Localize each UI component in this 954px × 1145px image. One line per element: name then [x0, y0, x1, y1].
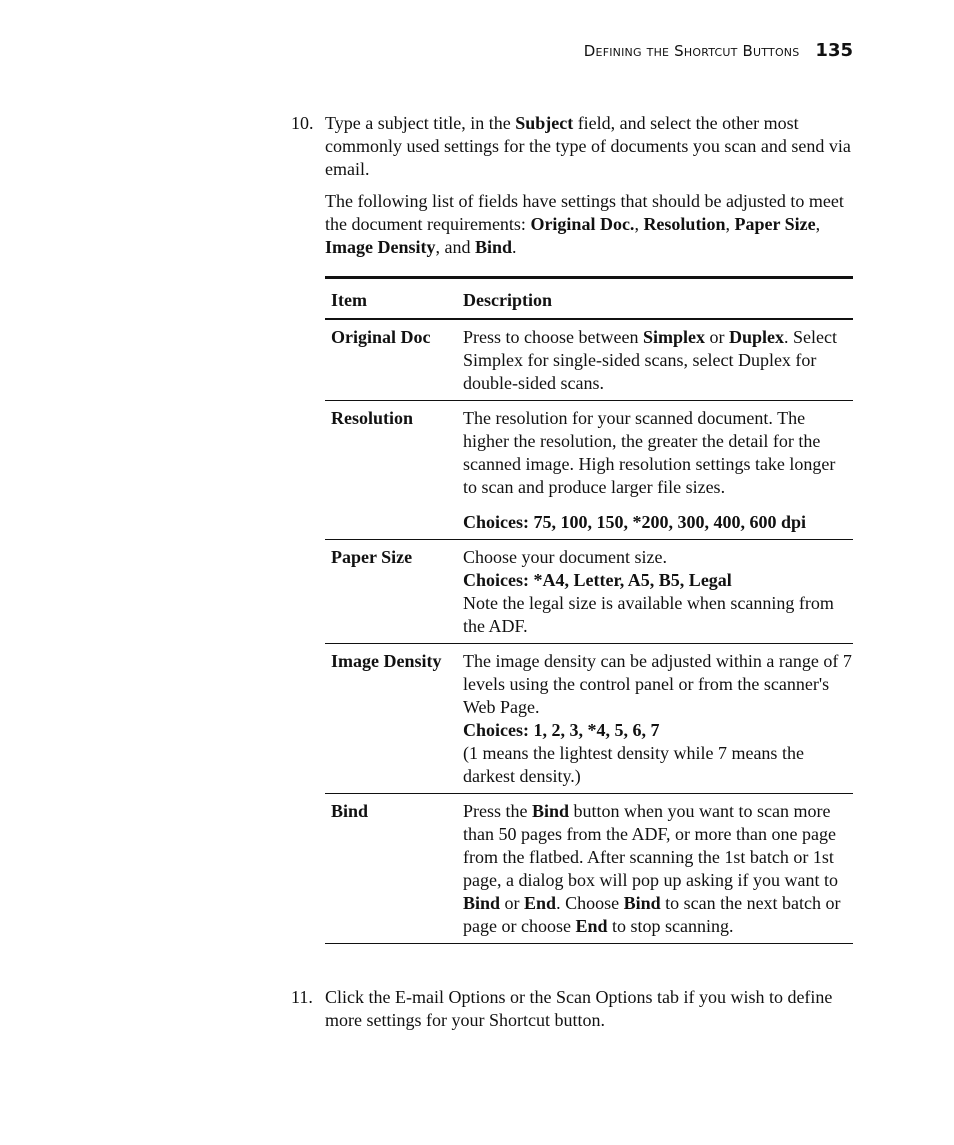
choices-text: Choices: *A4, Letter, A5, B5, Legal: [463, 570, 732, 590]
table-row: [325, 401, 853, 540]
row-item: Resolution: [331, 408, 414, 428]
step-instruction: [325, 112, 853, 181]
field-name: Image Density: [325, 237, 436, 257]
text-run: , and: [435, 237, 475, 257]
field-name: Resolution: [643, 214, 726, 234]
text-run: button when you want to scan more than 50 pages from the ADF, or more than one page from the flatbed. After scanning the 1st batch or 1st page, a dialog box will pop up asking if you want to: [463, 801, 838, 890]
text-run: The following list of fields have settings that should be adjusted to meet the document requirements:: [325, 191, 844, 234]
text-run: field, and select the other most commonly used settings for the type of documents you scan and send via email.: [325, 113, 851, 179]
row-item: Image Density: [331, 651, 442, 671]
step-instruction: Click the E-mail Options or the Scan Options tab if you wish to define more settings for your Shortcut button.: [325, 987, 833, 1030]
description-text: The resolution for your scanned document. The higher the resolution, the greater the detail for the scanned image. High resolution settings take longer to scan and produce larger file sizes.: [463, 408, 836, 497]
note-text: (1 means the lightest density while 7 means the darkest density.): [463, 743, 804, 786]
row-item: Bind: [331, 801, 369, 821]
text-run: to scan the next batch or page or choose: [463, 893, 841, 936]
step-number: 11.: [291, 987, 313, 1007]
option-name: Simplex: [642, 327, 705, 347]
text-run: Type a subject title, in the: [325, 113, 516, 133]
text-run: Press to choose between: [463, 327, 643, 347]
text-run: or: [500, 893, 525, 913]
settings-table: [325, 276, 853, 944]
text-run: . Select Simplex for single-sided scans, select Duplex for double-sided scans.: [463, 327, 837, 393]
text-run: or: [704, 327, 729, 347]
column-header-description: Description: [463, 290, 552, 310]
row-description: [463, 326, 853, 395]
page-header: [584, 40, 853, 61]
table-row: [325, 540, 853, 644]
choices-text: Choices: 75, 100, 150, *200, 300, 400, 600 dpi: [463, 512, 807, 532]
description-text: Choose your document size.: [463, 547, 667, 567]
page-number: 135: [815, 40, 853, 61]
step-10: [291, 112, 853, 259]
step-number: 10.: [291, 113, 314, 133]
column-header-item: Item: [331, 290, 367, 310]
option-name: Duplex: [728, 327, 784, 347]
fields-intro: [325, 190, 853, 259]
button-name: Bind: [623, 893, 661, 913]
field-name: Bind: [475, 237, 513, 257]
running-title: Defining the Shortcut Buttons: [583, 42, 800, 60]
step-11: [291, 986, 853, 1032]
choices-text: Choices: 1, 2, 3, *4, 5, 6, 7: [463, 720, 660, 740]
row-description: [463, 407, 853, 534]
step-body: [325, 986, 853, 1032]
row-description: [463, 650, 853, 788]
table-row: [325, 794, 853, 943]
subject-field-name: Subject: [515, 113, 574, 133]
button-name: End: [524, 893, 557, 913]
button-name: End: [575, 916, 608, 936]
text-run: ,: [725, 214, 735, 234]
row-description: [463, 546, 853, 638]
table-row: [325, 644, 853, 794]
text-run: .: [512, 237, 517, 257]
text-run: . Choose: [556, 893, 624, 913]
description-text: The image density can be adjusted within a range of 7 levels using the control panel or from the scanner's Web Page.: [463, 651, 852, 717]
row-item: Paper Size: [331, 547, 413, 567]
field-name: Paper Size: [734, 214, 816, 234]
row-description: [463, 800, 853, 938]
note-text: Note the legal size is available when scanning from the ADF.: [463, 593, 834, 636]
button-name: Bind: [532, 801, 570, 821]
table-header-row: [325, 279, 853, 320]
button-name: Bind: [463, 893, 501, 913]
field-name: Original Doc.: [530, 214, 635, 234]
step-body: [325, 112, 853, 259]
text-run: ,: [634, 214, 644, 234]
text-run: to stop scanning.: [607, 916, 734, 936]
text-run: Press the: [463, 801, 532, 821]
table-row: [325, 320, 853, 401]
text-run: ,: [815, 214, 821, 234]
row-item: Original Doc: [331, 327, 431, 347]
